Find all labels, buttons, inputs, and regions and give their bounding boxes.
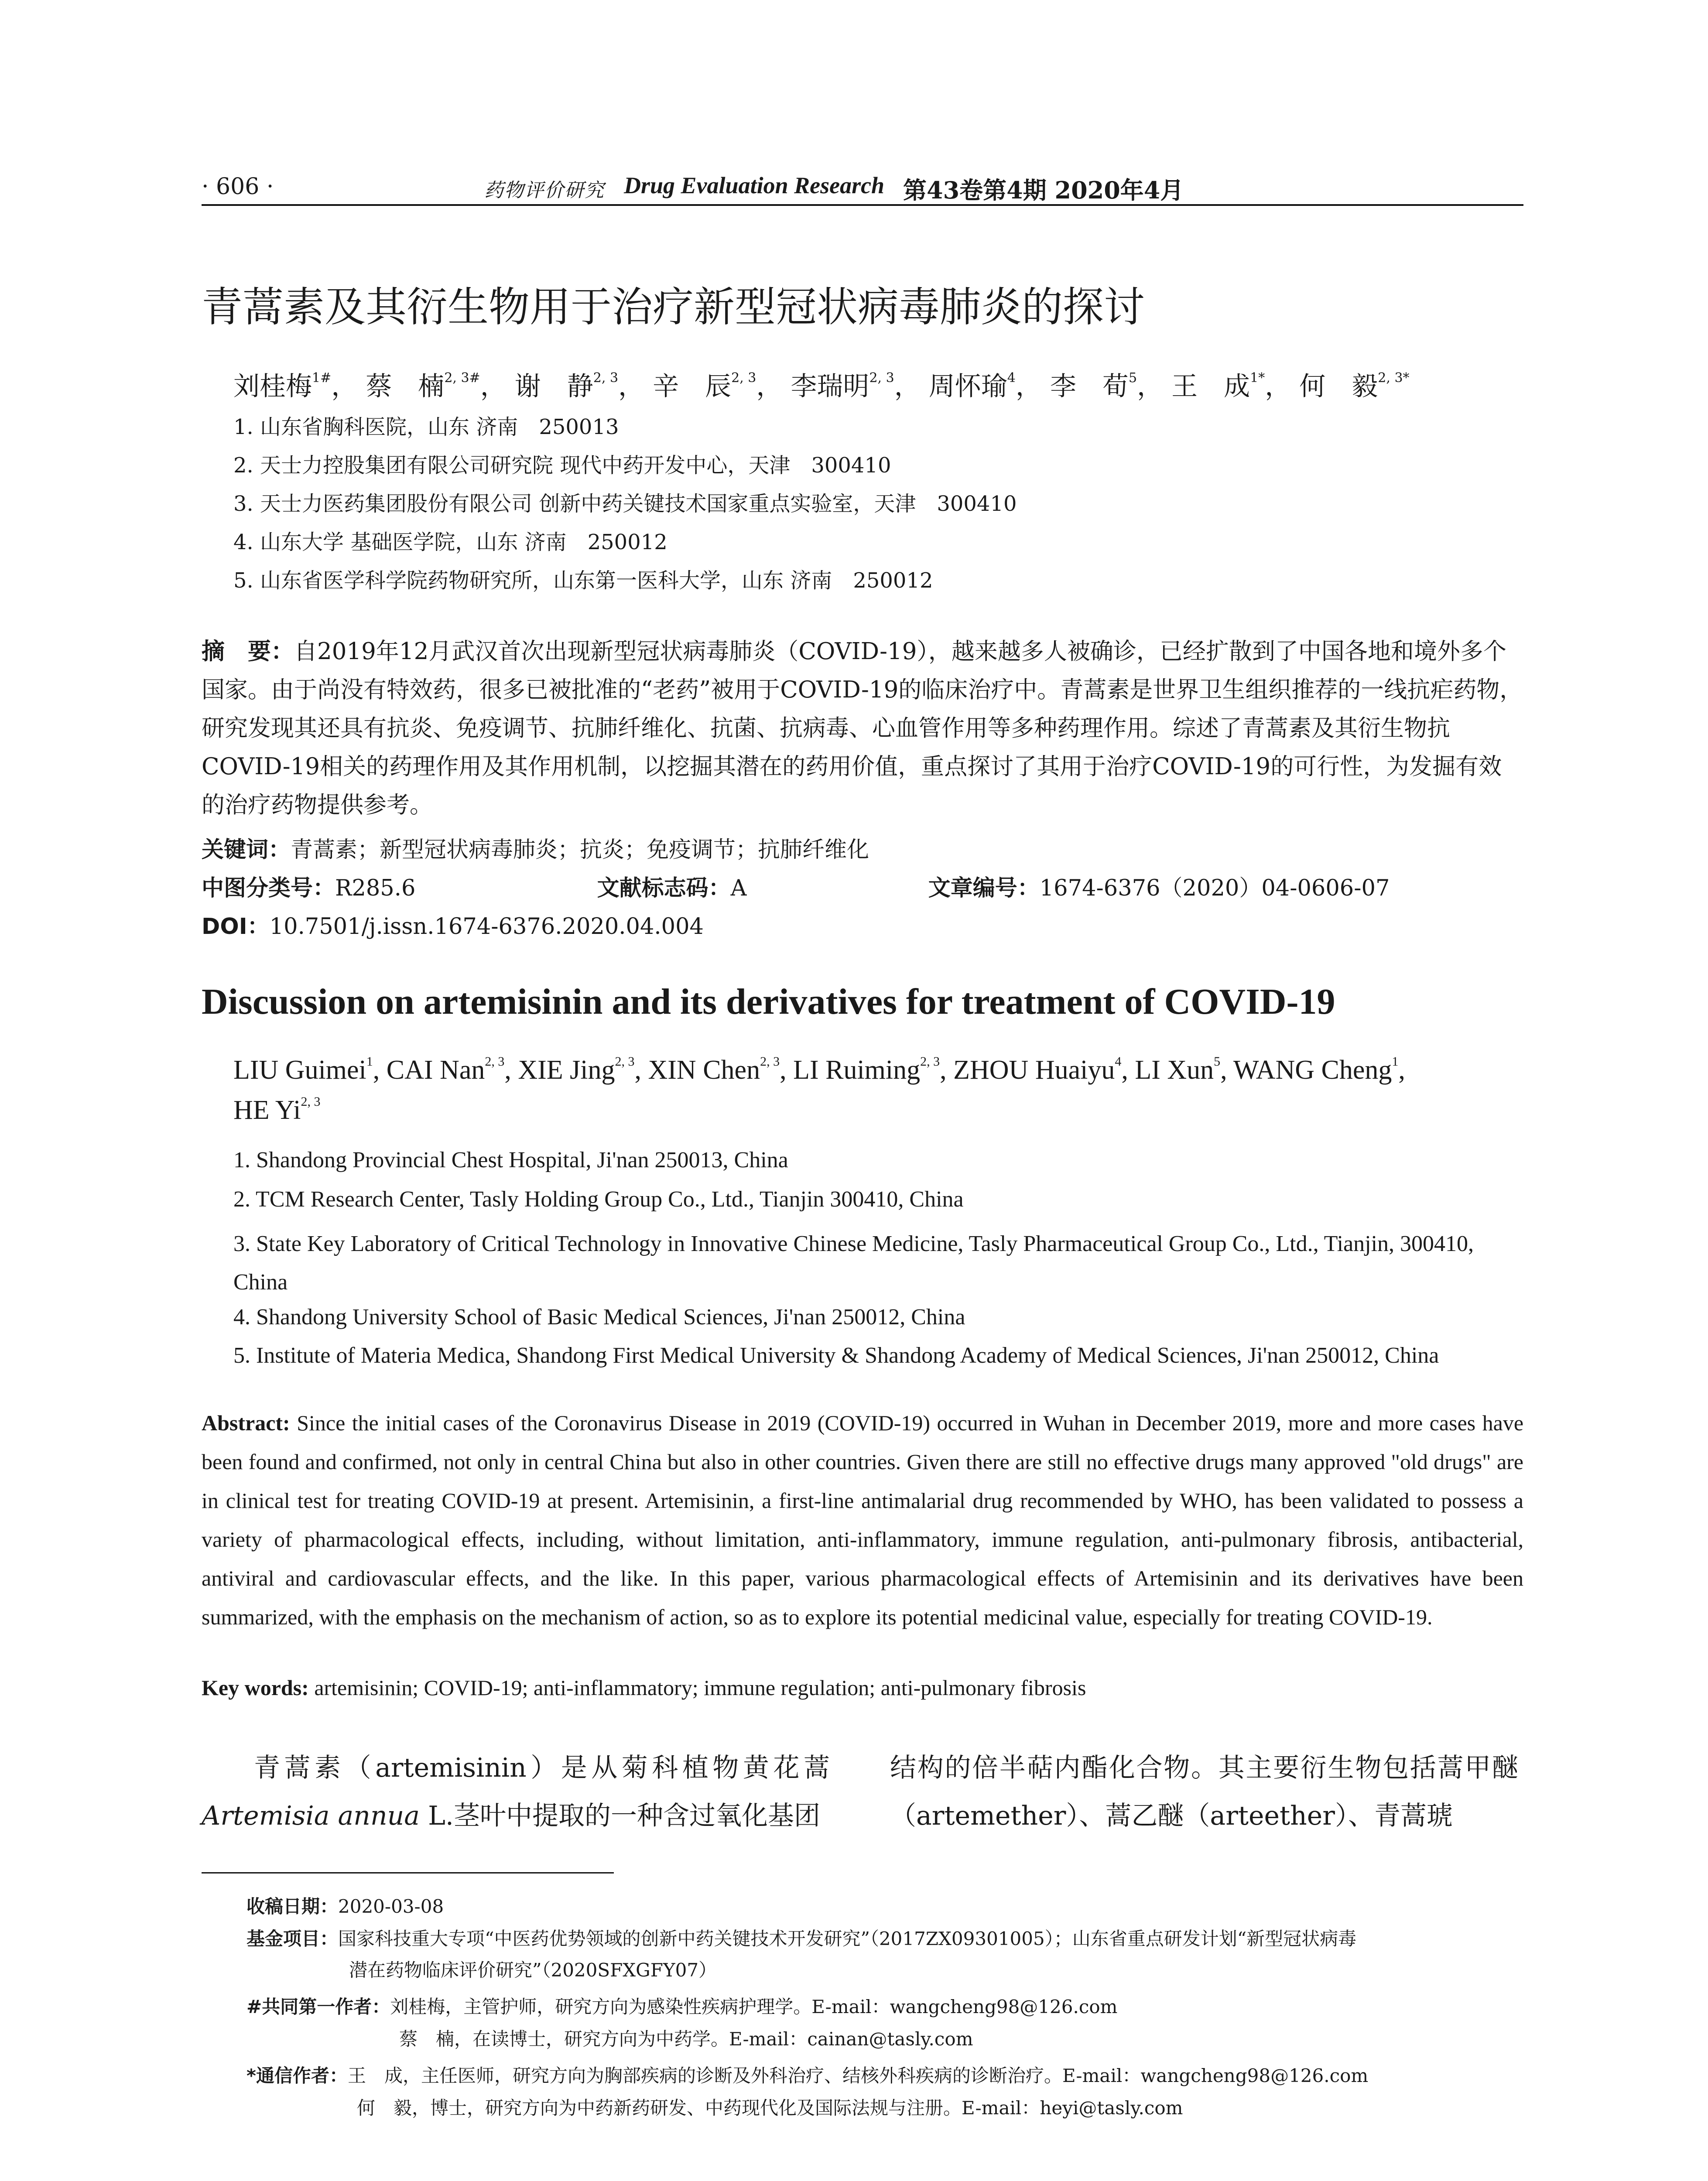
- header-rule: [202, 204, 1523, 206]
- body-column-right: 结构的倍半萜内酯化合物。其主要衍生物包括蒿甲醚（artemether）、蒿乙醚（arteether）、青蒿琥: [890, 1753, 1518, 1831]
- cn-title: 青蒿素及其衍生物用于治疗新型冠状病毒肺炎的探讨: [202, 284, 1145, 331]
- en-author: LI Ruiming$^{2, 3}$,: [793, 1054, 954, 1085]
- corresponding-author: *通信作者：王 成，主任医师，研究方向为胸部疾病的诊断及外科治疗、结核外科疾病的诊断治疗。E-mail：wangcheng98@126.com: [246, 2065, 1369, 2086]
- en-author: WANG Cheng$^1$,: [1233, 1054, 1405, 1085]
- cn-class-number: 中图分类号：R285.6: [202, 875, 416, 901]
- co-first-author-2: 蔡 楠，在读博士，研究方向为中药学。E-mail：cainan@tasly.com: [399, 2028, 973, 2050]
- cn-author: 李瑞明$^{2, 3}$，: [791, 370, 921, 402]
- en-affiliation: 5. Institute of Materia Medica, Shandong First Medical University & Shandong Academy of Medical Sciences, Ji'nan 250012, China: [233, 1343, 1439, 1368]
- cn-abstract: [202, 632, 1523, 824]
- en-author: LIU Guimei$^1$,: [233, 1054, 387, 1085]
- cn-author: 辛 辰$^{2, 3}$，: [653, 370, 783, 402]
- en-author: XIE Jing$^{2, 3}$,: [518, 1054, 648, 1085]
- species-name: Artemisia annua: [202, 1801, 420, 1831]
- fund-cont: 潜在药物临床评价研究”（2020SFXGFY07）: [349, 1959, 717, 1981]
- corresponding-author-2: 何 毅，博士，研究方向为中药新药研发、中药现代化及国际法规与注册。E-mail：heyi@tasly.com: [357, 2097, 1183, 2119]
- cn-affiliation: 4. 山东大学 基础医学院，山东 济南 250012: [233, 530, 667, 554]
- en-affiliation: 3. State Key Laboratory of Critical Technology in Innovative Chinese Medicine, Tasly Pharmaceutical Group Co., Ltd., Tianjin, 300410, China: [233, 1231, 1474, 1295]
- en-affiliation: 2. TCM Research Center, Tasly Holding Group Co., Ltd., Tianjin 300410, China: [233, 1187, 964, 1212]
- cn-author: 王 成$^{1*}$，: [1171, 370, 1291, 402]
- cn-abstract-label: 摘 要：: [202, 638, 294, 665]
- en-keywords: Key words: artemisinin; COVID-19; anti-inflammatory; immune regulation; anti-pulmonary fibrosis: [202, 1675, 1086, 1700]
- en-abstract-text: Since the initial cases of the Coronavirus Disease in 2019 (COVID-19) occurred in Wuhan in December 2019, more and more cases have been found and confirmed, not only in central China but also in other countries. Given there are still no effective drugs many approved "old drugs" are in clinical test for treating COVID-19 at present. Artemisinin, a first-line antimalarial drug recommended by WHO, has been validated to possess a variety of pharmacological effects, including, without limitation, anti-inflammatory, immune regulation, anti-pulmonary fibrosis, antibacterial, antiviral and cardiovascular effects, and the like. In this paper, various pharmacological effects of Artemisinin and its derivatives have been summarized, with the emphasis on the mechanism of action, so as to explore its potential medicinal value, especially for treating COVID-19.: [202, 1411, 1524, 1629]
- cn-author-list: [233, 366, 1410, 403]
- en-abstract: [202, 1404, 1523, 1637]
- co-first-author: #共同第一作者：刘桂梅，主管护师，研究方向为感染性疾病护理学。E-mail：wangcheng98@126.com: [246, 1996, 1118, 2017]
- cn-affiliation: 3. 天士力医药集团股份有限公司 创新中药关键技术国家重点实验室，天津 300410: [233, 492, 1017, 516]
- en-author-list-cont: [233, 1095, 320, 1126]
- journal-name: Drug Evaluation Research: [624, 172, 885, 198]
- en-author: LI Xun$^5$,: [1135, 1054, 1234, 1085]
- cn-affiliation: 5. 山东省医学科学院药物研究所，山东第一医科大学，山东 济南 250012: [233, 568, 933, 593]
- cn-author: 蔡 楠$^{2, 3\#}$，: [366, 370, 507, 402]
- fund: 基金项目：国家科技重大专项“中医药优势领域的创新中药关键技术开发研究”（2017ZX09301005）；山东省重点研发计划“新型冠状病毒: [246, 1928, 1357, 1949]
- cn-author: 李 荀$^5$，: [1050, 370, 1164, 402]
- journal-logo: 药物评价研究: [484, 179, 605, 202]
- cn-author: 刘桂梅$^{1\#}$，: [233, 370, 358, 402]
- cn-doc-code: 文献标志码：A: [597, 875, 747, 901]
- cn-affiliation: 2. 天士力控股集团有限公司研究院 现代中药开发中心，天津 300410: [233, 453, 891, 478]
- cn-author: 周怀瑜$^4$，: [928, 370, 1042, 402]
- cn-abstract-text: 自2019年12月武汉首次出现新型冠状病毒肺炎（COVID-19），越来越多人被确诊，已经扩散到了中国各地和境外多个国家。由于尚没有特效药，很多已被批准的“老药”被用于COVID-19的临床治疗中。青蒿素是世界卫生组织推荐的一线抗疟药物，研究发现其还具有抗炎、免疫调节、抗肺纤维化、抗菌、抗病毒、心血管作用等多种药理作用。综述了青蒿素及其衍生物抗COVID-19相关的药理作用及其作用机制，以挖掘其潜在的药用价值，重点探讨了其用于治疗COVID-19的可行性，为发掘有效的治疗药物提供参考。: [202, 638, 1523, 818]
- cn-article-number: 文章编号：1674-6376（2020）04-0606-07: [928, 875, 1390, 901]
- en-author: ZHOU Huaiyu$^4$,: [953, 1054, 1135, 1085]
- en-affiliation: 1. Shandong Provincial Chest Hospital, Ji'nan 250013, China: [233, 1148, 788, 1173]
- en-affiliation: 4. Shandong University School of Basic Medical Sciences, Ji'nan 250012, China: [233, 1305, 965, 1330]
- cn-classification-line: [202, 870, 1477, 902]
- footnote-rule: [202, 1872, 614, 1873]
- en-abstract-label: Abstract:: [202, 1411, 290, 1435]
- en-author: CAI Nan$^{2, 3}$,: [386, 1054, 518, 1085]
- en-author: HE Yi$^{2, 3}$: [233, 1094, 321, 1125]
- en-author: XIN Chen$^{2, 3}$,: [648, 1054, 794, 1085]
- en-author-list: [233, 1055, 1405, 1086]
- cn-author: 何 毅$^{2, 3*}$: [1299, 370, 1410, 402]
- doi: DOI：10.7501/j.issn.1674-6376.2020.04.004: [202, 914, 704, 940]
- cn-keywords: 关键词：青蒿素；新型冠状病毒肺炎；抗炎；免疫调节；抗肺纤维化: [202, 837, 869, 863]
- body-column-left: 青蒿素（artemisinin）是从菊科植物黄花蒿Artemisia annua L.茎叶中提取的一种含过氧化基团: [202, 1753, 830, 1831]
- journal-issue: 第43卷第4期 2020年4月: [903, 176, 1184, 204]
- page-number: · 606 ·: [202, 174, 274, 200]
- cn-author: 谢 静$^{2, 3}$，: [514, 370, 645, 402]
- en-title: Discussion on artemisinin and its derivatives for treatment of COVID-19: [202, 981, 1335, 1022]
- received-date: 收稿日期：2020-03-08: [246, 1896, 444, 1917]
- cn-affiliation: 1. 山东省胸科医院，山东 济南 250013: [233, 415, 619, 439]
